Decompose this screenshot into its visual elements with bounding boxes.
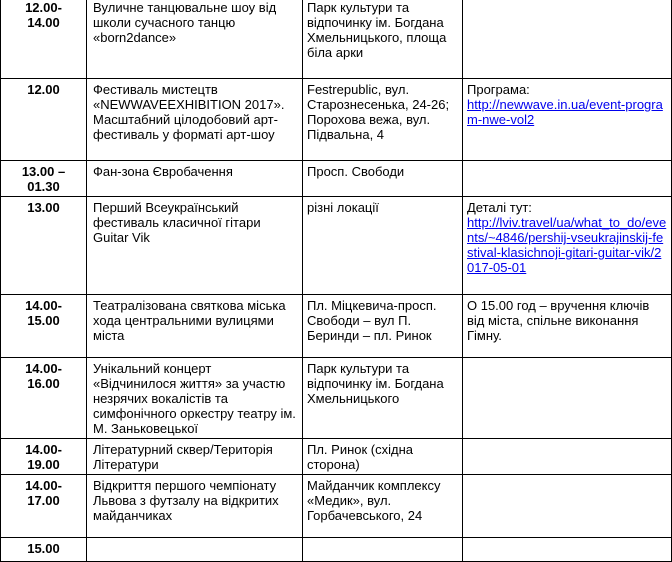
table-row — [1, 439, 672, 475]
table-row — [1, 538, 672, 562]
note-cell — [463, 475, 672, 538]
event-cell: Вуличне танцювальне шоу від школи сучасного танцю «born2dance» — [87, 0, 303, 79]
time-cell: 13.00 – 01.30 — [1, 161, 87, 197]
table-row — [1, 475, 672, 538]
location-cell — [303, 538, 463, 562]
location-cell: Парк культури та відпочинку ім. Богдана Хмельницького, площа біла арки — [303, 0, 463, 79]
event-cell: Перший Всеукраїнський фестиваль класичної гітари Guitar Vik — [87, 197, 303, 295]
time-cell: 14.00- 17.00 — [1, 475, 87, 538]
event-cell: Фан-зона Євробачення — [87, 161, 303, 197]
location-cell: Festrepublic, вул. Старознесенька, 24-26; Порохова вежа, вул. Підвальна, 4 — [303, 79, 463, 161]
time-cell: 14.00- 16.00 — [1, 358, 87, 439]
table-row — [1, 161, 672, 197]
time-cell: 15.00 — [1, 538, 87, 562]
table-row — [1, 358, 672, 439]
program-link[interactable]: http://newwave.in.ua/event-program-nwe-vol2 — [467, 97, 663, 127]
table-row — [1, 79, 672, 161]
time-cell: 14.00- 19.00 — [1, 439, 87, 475]
location-cell: Пл. Міцкевича-просп. Свободи – вул П. Беринди – пл. Ринок — [303, 295, 463, 358]
note-cell — [463, 538, 672, 562]
note-cell — [463, 197, 672, 295]
event-cell: Унікальний концерт «Відчинилося життя» за участю незрячих вокалістів та симфонічного оркестру театру ім. М. Заньковецької — [87, 358, 303, 439]
time-cell: 13.00 — [1, 197, 87, 295]
details-link[interactable]: http://lviv.travel/ua/what_to_do/events/~4846/pershij-vseukrajinskij-festival-klasichnoji-gitari-guitar-vik/2017-05-01 — [467, 215, 667, 275]
table-row — [1, 197, 672, 295]
event-cell: Літературний сквер/Територія Літератури — [87, 439, 303, 475]
note-text: Деталі тут: — [467, 200, 532, 215]
event-cell: Відкриття першого чемпіонату Львова з футзалу на відкритих майданчиках — [87, 475, 303, 538]
location-cell: Парк культури та відпочинку ім. Богдана Хмельницького — [303, 358, 463, 439]
location-cell: Майданчик комплексу «Медик», вул. Горбачевського, 24 — [303, 475, 463, 538]
table-row — [1, 295, 672, 358]
event-cell — [87, 538, 303, 562]
table-row — [1, 0, 672, 79]
event-cell: Фестиваль мистецтв «NEWWAVEEXHIBITION 2017». Масштабний цілодобовий арт-фестиваль у форматі арт-шоу — [87, 79, 303, 161]
note-cell: О 15.00 год – вручення ключів від міста, спільне виконання Гімну. — [463, 295, 672, 358]
note-cell — [463, 439, 672, 475]
note-cell — [463, 79, 672, 161]
time-cell: 12.00 — [1, 79, 87, 161]
note-cell — [463, 358, 672, 439]
location-cell: різні локації — [303, 197, 463, 295]
location-cell: Просп. Свободи — [303, 161, 463, 197]
time-cell: 12.00- 14.00 — [1, 0, 87, 79]
note-text: Програма: — [467, 82, 530, 97]
note-cell — [463, 161, 672, 197]
time-cell: 14.00- 15.00 — [1, 295, 87, 358]
location-cell: Пл. Ринок (східна сторона) — [303, 439, 463, 475]
event-cell: Театралізована святкова міська хода центральними вулицями міста — [87, 295, 303, 358]
note-cell — [463, 0, 672, 79]
